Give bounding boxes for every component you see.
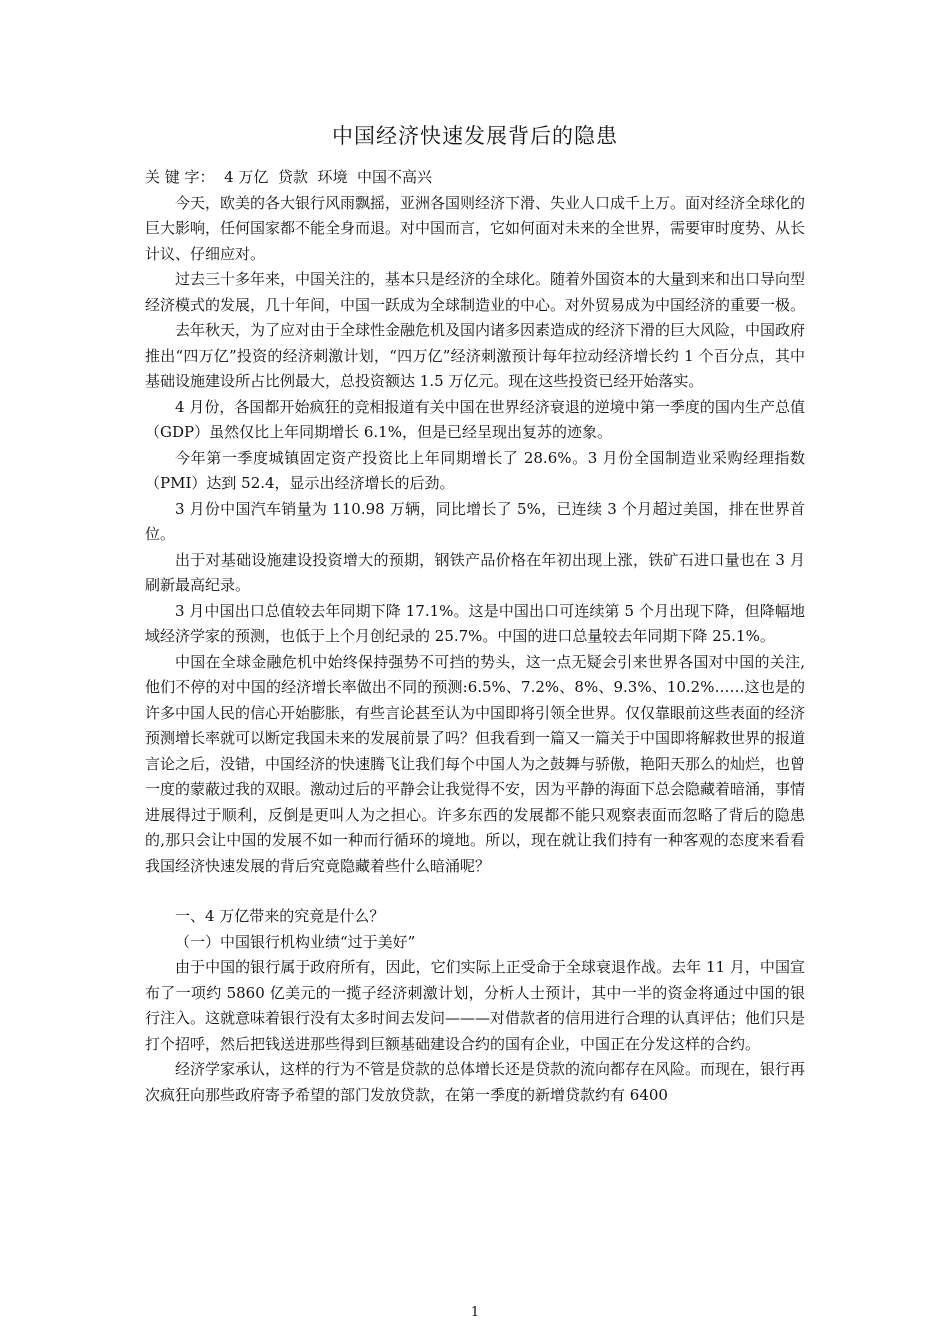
paragraph: 中国在全球金融危机中始终保持强势不可挡的势头，这一点无疑会引来世界各国对中国的关注,他们不停的对中国的经济增长率做出不同的预测:6.5%、7.2%、8%、9.3%、10.2%……这也是的许多中国人民的信心开始膨胀，有些言论甚至认为中国即将引领全世界。仅仅靠眼前这些表面的经济预测增长率就可以断定我国未来的发展前景了吗？但我看到一篇又一篇关于中国即将解救世界的报道言论之后，没错，中国经济的快速腾飞让我们每个中国人为之鼓舞与骄傲，艳阳天那么的灿烂，也曾一度的蒙蔽过我的双眼。激动过后的平静会让我觉得不安，因为平静的海面下总会隐藏着暗涌，事情进展得过于顺利，反倒是更叫人为之担心。许多东西的发展都不能只观察表面而忽略了背后的隐患的,那只会让中国的发展不如一种而行循环的境地。所以，现在就让我们持有一种客观的态度来看看我国经济快速发展的背后究竟隐藏着些什么暗涌呢？ bbox=[145, 652, 806, 875]
paragraph: 3 月份中国汽车销量为 110.98 万辆，同比增长了 5%，已连续 3 个月超过美国，排在世界首位。 bbox=[145, 499, 805, 543]
paragraph: 4 月份，各国都开始疯狂的竞相报道有关中国在世界经济衰退的逆境中第一季度的国内生产总值（GDP）虽然仅比上年同期增长 6.1%，但是已经呈现出复苏的迹象。 bbox=[145, 397, 805, 441]
paragraph: 经济学家承认，这样的行为不管是贷款的总体增长还是贷款的流向都存在风险。而现在，银行再次疯狂向那些政府寄予希望的部门发放贷款，在第一季度的新增贷款约有 6400 bbox=[145, 1060, 806, 1104]
blank-line bbox=[145, 879, 805, 904]
paragraph: 过去三十多年来，中国关注的，基本只是经济的全球化。随着外国资本的大量到来和出口导向型经济模式的发展，几十年间，中国一跃成为全球制造业的中心。对外贸易成为中国经济的重要一极。 bbox=[145, 270, 806, 314]
page-number: 1 bbox=[470, 1305, 480, 1320]
keywords-line: 关 键 字： 4 万亿 贷款 环境 中国不高兴 bbox=[145, 168, 432, 186]
paragraph: 出于对基础设施建设投资增大的预期，钢铁产品价格在年初出现上涨，铁矿石进口量也在 3 月刷新最高纪录。 bbox=[145, 550, 805, 594]
paragraph: 今天，欧美的各大银行风雨飘摇，亚洲各国则经济下滑、失业人口成千上万。面对经济全球化的巨大影响，任何国家都不能全身而退。对中国而言，它如何面对未来的全世界，需要审时度势、从长计议、仔细应对。 bbox=[145, 193, 806, 263]
paragraph: 由于中国的银行属于政府所有，因此，它们实际上正受命于全球衰退作战。去年 11 月，中国宣布了一项约 5860 亿美元的一揽子经济刺激计划，分析人士预计，其中一半的资金将通过中国的银行注入。这就意味着银行没有太多时间去发问———对借款者的信用进行合理的认真评估；他们只是打个招呼，然后把钱送进那些得到巨额基础建设合约的国有企业，中国正在分发这样的合约。 bbox=[145, 958, 806, 1053]
subsection-heading: （一）中国银行机构业绩“过于美好” bbox=[175, 932, 416, 951]
paragraph: 去年秋天，为了应对由于全球性金融危机及国内诸多因素造成的经济下滑的巨大风险，中国政府推出“四万亿”投资的经济刺激计划，“四万亿”经济刺激预计每年拉动经济增长约 1 个百分点，其中基础设施建设所占比例最大，总投资额达 1.5 万亿元。现在这些投资已经开始落实。 bbox=[145, 321, 806, 390]
paragraph: 今年第一季度城镇固定资产投资比上年同期增长了 28.6%。3 月份全国制造业采购经理指数（PMI）达到 52.4，显示出经济增长的后劲。 bbox=[145, 448, 805, 492]
section-heading: 一、4 万亿带来的究竟是什么？ bbox=[175, 907, 385, 925]
document-title: 中国经济快速发展背后的隐患 bbox=[332, 124, 618, 148]
paragraph: 3 月中国出口总值较去年同期下降 17.1%。这是中国出口可连续第 5 个月出现下降，但降幅地域经济学家的预测，也低于上个月创纪录的 25.7%。中国的进口总量较去年同期下降 25.1%。 bbox=[145, 601, 805, 645]
document-body bbox=[145, 165, 805, 1108]
